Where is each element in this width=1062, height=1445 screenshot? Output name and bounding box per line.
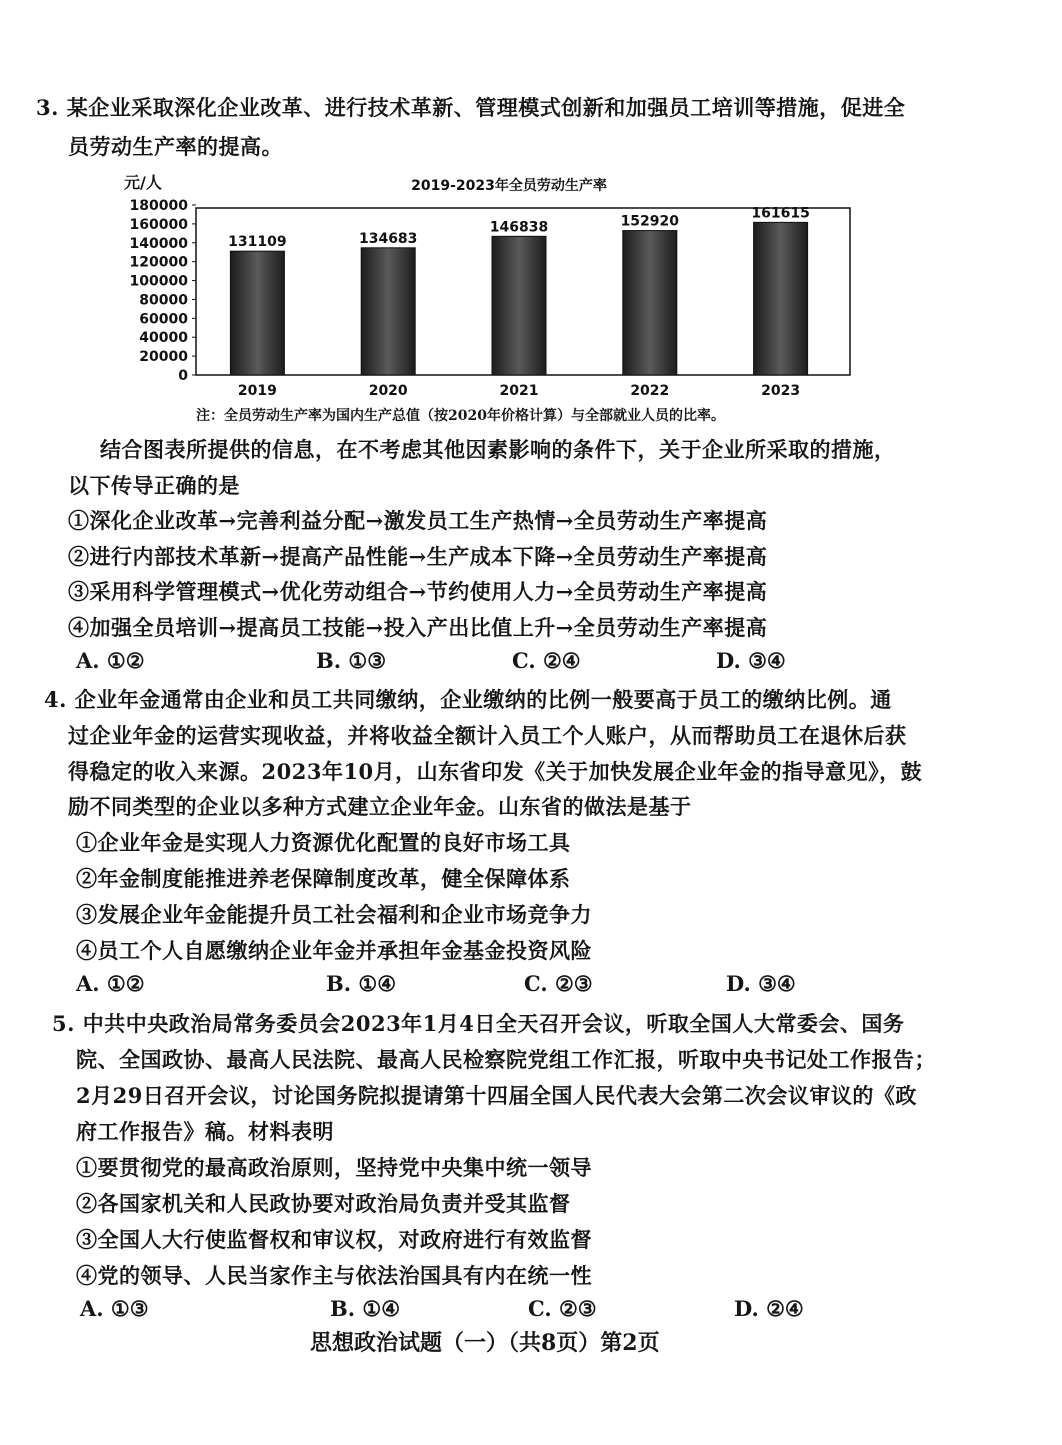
q3-question-line-1: 结合图表所提供的信息，在不考虑其他因素影响的条件下，关于企业所采取的措施， [100,437,896,462]
bar-value-label: 161615 [751,205,810,222]
q4-stem-line-1: 4. 企业年金通常由企业和员工共同缴纳，企业缴纳的比例一般要高于员工的缴纳比例。通 [44,687,892,712]
q4-item-4: ④员工个人自愿缴纳企业年金并承担年金基金投资风险 [76,938,592,963]
q5-stem-line-4: 府工作报告》稿。材料表明 [76,1119,334,1144]
q4-option-c[interactable]: C. ②③ [524,971,593,996]
bar-value-label: 152920 [620,213,680,230]
q4-option-b[interactable]: B. ①④ [326,971,397,996]
bar-2023 [754,222,808,375]
x-tick-label: 2021 [499,383,539,399]
y-tick-label: 180000 [129,198,188,214]
q4-item-3: ③发展企业年金能提升员工社会福利和企业市场竞争力 [76,902,592,927]
y-tick-label: 0 [178,368,188,384]
q5-option-d[interactable]: D. ②④ [734,1296,804,1321]
q3-item-3: ③采用科学管理模式→优化劳动组合→节约使用人力→全员劳动生产率提高 [68,579,768,604]
q5-option-a[interactable]: A. ①③ [80,1296,149,1321]
q4-item-2: ②年金制度能推进养老保障制度改革，健全保障体系 [76,866,571,891]
q4-item-1: ①企业年金是实现人力资源优化配置的良好市场工具 [76,830,571,855]
q3-options [76,648,836,676]
q4-stem-line-4: 励不同类型的企业以多种方式建立企业年金。山东省的做法是基于 [68,794,692,819]
bar-value-label: 134683 [358,230,418,247]
chart-title: 2019-2023年全员劳动生产率 [411,178,607,194]
y-tick-label: 60000 [139,311,188,328]
y-tick-label: 20000 [139,349,188,366]
q4-stem-line-2: 过企业年金的运营实现收益，并将收益全额计入员工个人账户，从而帮助员工在退休后获 [68,723,907,748]
y-tick-label: 140000 [129,235,188,252]
q3-item-1: ①深化企业改革→完善利益分配→激发员工生产热情→全员劳动生产率提高 [68,508,768,533]
q5-item-2: ②各国家机关和人民政协要对政治局负责并受其监督 [76,1191,571,1216]
bar-2022 [623,231,677,375]
q4-option-d[interactable]: D. ③④ [726,971,796,996]
q3-item-2: ②进行内部技术革新→提高产品性能→生产成本下降→全员劳动生产率提高 [68,544,768,569]
q5-option-b[interactable]: B. ①④ [330,1296,401,1321]
bar-2020 [361,248,415,375]
q5-option-c[interactable]: C. ②③ [528,1296,597,1321]
x-tick-label: 2020 [368,383,408,399]
q4-stem-line-3: 得稳定的收入来源。2023年10月，山东省印发《关于加快发展企业年金的指导意见》，鼓 [68,759,923,784]
bar-2019 [230,251,284,375]
productivity-bar-chart [118,168,862,402]
q3-option-b[interactable]: B. ①③ [316,648,387,673]
q5-item-3: ③全国人大行使监督权和审议权，对政府进行有效监督 [76,1227,592,1252]
q5-stem-line-1: 5. 中共中央政治局常务委员会2023年1月4日全天召开会议，听取全国人大常委会、国务 [52,1011,905,1036]
x-tick-label: 2019 [237,383,277,399]
y-tick-label: 40000 [139,330,188,347]
x-tick-label: 2023 [761,383,801,399]
y-tick-label: 80000 [139,292,188,309]
q3-stem-line-1: 3. 某企业采取深化企业改革、进行技术革新、管理模式创新和加强员工培训等措施，促进全 [36,95,906,120]
q3-option-c[interactable]: C. ②④ [512,648,581,673]
y-tick-label: 100000 [129,273,188,290]
bar-value-label: 131109 [228,234,287,251]
x-tick-label: 2022 [630,383,670,399]
q5-item-4: ④党的领导、人民当家作主与依法治国具有内在统一性 [76,1263,592,1288]
q5-stem-line-2: 院、全国政协、最高人民法院、最高人民检察院党组工作汇报，听取中央书记处工作报告； [76,1047,936,1072]
q4-options [76,971,836,999]
q3-item-4: ④加强全员培训→提高员工技能→投入产出比值上升→全员劳动生产率提高 [68,615,768,640]
q3-option-a[interactable]: A. ①② [76,648,145,673]
y-tick-label: 120000 [129,254,188,271]
q3-option-d[interactable]: D. ③④ [716,648,786,673]
q4-option-a[interactable]: A. ①② [76,971,145,996]
q5-item-1: ①要贯彻党的最高政治原则，坚持党中央集中统一领导 [76,1155,592,1180]
chart-note: 注：全员劳动生产率为国内生产总值（按2020年价格计算）与全部就业人员的比率。 [196,408,725,424]
q3-question-line-2: 以下传导正确的是 [68,473,240,498]
q3-stem-line-2: 员劳动生产率的提高。 [68,134,283,159]
page-footer: 思想政治试题（一）（共8页）第2页 [310,1330,660,1356]
chart-ylabel: 元/人 [124,173,162,192]
q5-stem-line-3: 2月29日召开会议，讨论国务院拟提请第十四届全国人民代表大会第二次会议审议的《政 [76,1083,917,1108]
y-tick-label: 160000 [129,216,188,233]
bar-2021 [492,236,546,375]
q5-options [80,1296,840,1324]
bar-value-label: 146838 [489,219,549,236]
